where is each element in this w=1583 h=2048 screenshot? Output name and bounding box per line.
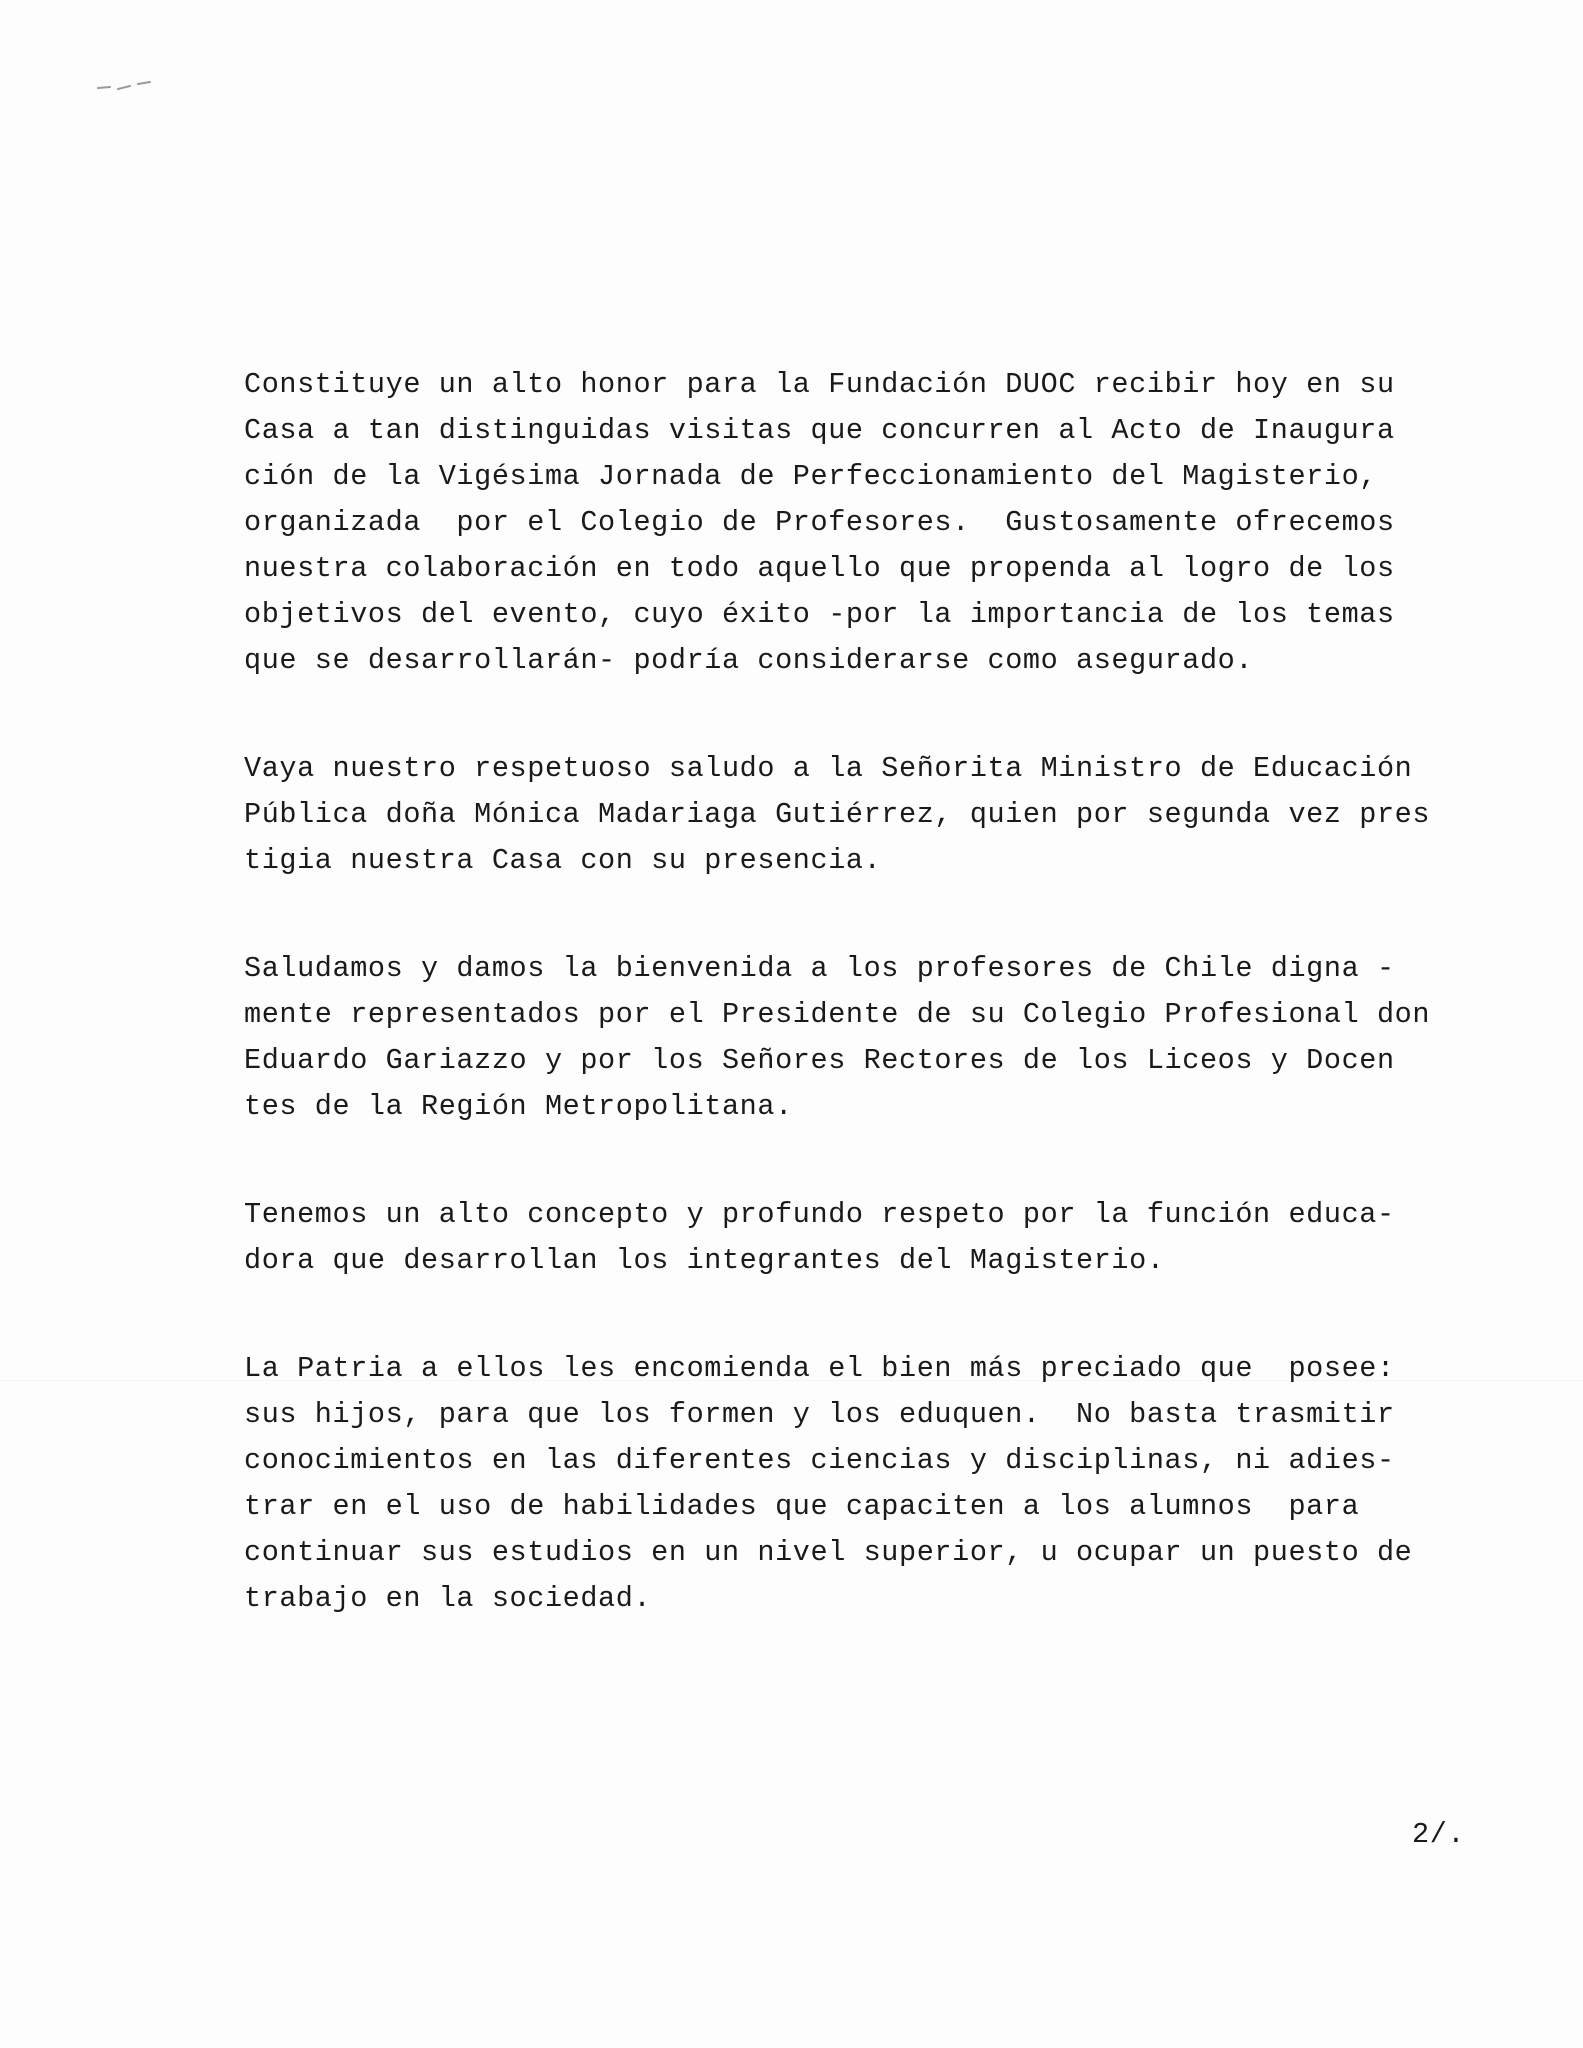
text-line: Eduardo Gariazzo y por los Señores Rectores de los Liceos y Docen xyxy=(244,1044,1395,1077)
text-line: conocimientos en las diferentes ciencias y disciplinas, ni adies- xyxy=(244,1444,1395,1477)
text-line: tes de la Región Metropolitana. xyxy=(244,1090,793,1123)
paragraph-respect xyxy=(244,1192,1514,1284)
paragraph-patria xyxy=(244,1346,1514,1622)
text-line: mente representados por el Presidente de su Colegio Profesional don xyxy=(244,998,1431,1031)
text-line: objetivos del evento, cuyo éxito -por la importancia de los temas xyxy=(244,598,1395,631)
text-line: organizada por el Colegio de Profesores. Gustosamente ofrecemos xyxy=(244,506,1395,539)
paragraph-minister-greeting xyxy=(244,746,1514,884)
text-line: Constituye un alto honor para la Fundación DUOC recibir hoy en su xyxy=(244,368,1395,401)
text-line: continuar sus estudios en un nivel superior, u ocupar un puesto de xyxy=(244,1536,1413,1569)
text-line: Saludamos y damos la bienvenida a los profesores de Chile digna - xyxy=(244,952,1395,985)
text-line: Pública doña Mónica Madariaga Gutiérrez, quien por segunda vez pres xyxy=(244,798,1431,831)
pencil-mark-icon xyxy=(96,74,206,96)
letter-body xyxy=(244,362,1514,1684)
text-line: dora que desarrollan los integrantes del Magisterio. xyxy=(244,1244,1165,1277)
text-line: Tenemos un alto concepto y profundo respeto por la función educa- xyxy=(244,1198,1395,1231)
text-line: tigia nuestra Casa con su presencia. xyxy=(244,844,882,877)
text-line: trar en el uso de habilidades que capaciten a los alumnos para xyxy=(244,1490,1360,1523)
text-line: que se desarrollarán- podría considerarse como asegurado. xyxy=(244,644,1254,677)
text-line: trabajo en la sociedad. xyxy=(244,1582,652,1615)
text-line: La Patria a ellos les encomienda el bien más preciado que posee: xyxy=(244,1352,1395,1385)
paragraph-teachers-greeting xyxy=(244,946,1514,1130)
text-line: Casa a tan distinguidas visitas que concurren al Acto de Inaugura xyxy=(244,414,1395,447)
paragraph-welcome xyxy=(244,362,1514,684)
page-number: 2/. xyxy=(1412,1818,1466,1851)
text-line: ción de la Vigésima Jornada de Perfeccionamiento del Magisterio, xyxy=(244,460,1377,493)
text-line: Vaya nuestro respetuoso saludo a la Señorita Ministro de Educación xyxy=(244,752,1413,785)
text-line: nuestra colaboración en todo aquello que propenda al logro de los xyxy=(244,552,1395,585)
text-line: sus hijos, para que los formen y los eduquen. No basta trasmitir xyxy=(244,1398,1395,1431)
